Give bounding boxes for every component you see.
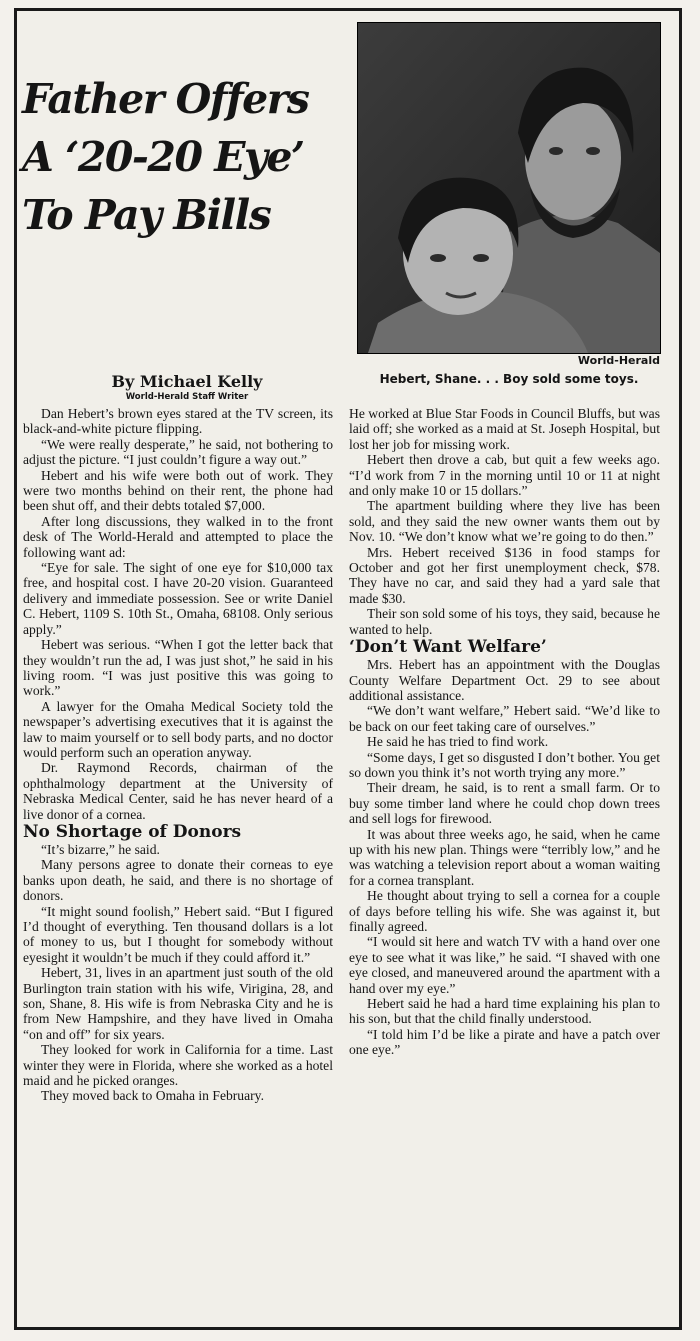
paragraph: Hebert said he had a hard time explaining his plan to his son, but that the child finally understood. — [349, 996, 660, 1027]
headline-line-1: Father Offers — [22, 75, 309, 123]
paragraph: Their son sold some of his toys, they said, because he wanted to help. — [349, 606, 660, 637]
paragraph: Their dream, he said, is to rent a small farm. Or to buy some timber land where he could chop down trees and sell logs for firewood. — [349, 780, 660, 827]
paragraph: Hebert then drove a cab, but quit a few weeks ago. “I’d work from 7 in the morning until 10 or 11 at night and only make 10 or 15 dollars.” — [349, 452, 660, 499]
paragraph: Many persons agree to donate their corneas to eye banks upon death, he said, and there is no shortage of donors. — [23, 857, 333, 904]
paragraph: Hebert and his wife were both out of work. They were two months behind on their rent, the phone had been shut off, and their debts totaled $7,000. — [23, 467, 333, 514]
paragraph: He thought about trying to sell a cornea for a couple of days before telling his wife. She was against it, but finally agreed. — [349, 888, 660, 934]
paragraph: They looked for work in California for a time. Last winter they were in Florida, where she worked as a hotel maid and he picked oranges. — [23, 1042, 333, 1089]
byline — [22, 372, 352, 402]
headline-line-2: A ‘20-20 Eye’ — [22, 133, 304, 181]
paragraph: They moved back to Omaha in February. — [41, 1088, 264, 1104]
paragraph: He worked at Blue Star Foods in Council Bluffs, but was laid off; she worked as a maid at St. Joseph Hospital, but lost her job for missing work. — [349, 406, 660, 452]
father-son-photo-image — [358, 23, 660, 353]
paragraph: “It might sound foolish,” Hebert said. “But I figured I’d thought of everything. Ten thousand dollars is a lot of money to us, but I thought for somebody without eyesight it wouldn’t be much if they could afford it.” — [23, 903, 333, 965]
paragraph: He said he has tried to find work. — [367, 734, 549, 750]
paragraph: After long discussions, they walked in to the front desk of The World-Herald and attempted to place the following want ad: — [23, 513, 333, 560]
paragraph: Mrs. Hebert received $136 in food stamps for October and got her first unemployment check, $78. They have no car, and said they had a yard sale that made $30. — [349, 544, 660, 606]
paragraph: Hebert was serious. “When I got the letter back that they wouldn’t run the ad, I was just shot,” he said in his living room. “I was just positive this was going to work.” — [23, 637, 333, 699]
paragraph: “We were really desperate,” he said, not bothering to adjust the picture. “I just couldn’t figure a way out.” — [23, 436, 333, 468]
paragraph: “It’s bizarre,” he said. — [41, 841, 160, 857]
headline-line-3: To Pay Bills — [22, 191, 271, 239]
paragraph: Dan Hebert’s brown eyes stared at the TV screen, its black-and-white picture flipping. — [23, 406, 333, 437]
paragraph: The apartment building where they live has been sold, and they said the new owner wants them out by Nov. 10. “We don’t know what we’re going to do then.” — [349, 498, 660, 545]
column-1 — [23, 406, 333, 1104]
paragraph: “Some days, I get so disgusted I don’t bother. You get so down you think it’s not worth trying any more.” — [349, 749, 660, 780]
paragraph: “We don’t want welfare,” Hebert said. “We’d like to be back on our feet taking care of ourselves.” — [349, 703, 660, 734]
headline — [22, 70, 352, 244]
paragraph: Dr. Raymond Records, chairman of the ophthalmology department at the University of Nebraska Medical Center, said he has never heard of a live donor of a cornea. — [23, 760, 333, 822]
paragraph: Mrs. Hebert has an appointment with the Douglas County Welfare Department Oct. 29 to see about additional assistance. — [349, 657, 660, 703]
subhead: ‘Don’t Want Welfare’ — [349, 637, 547, 658]
paragraph: “Eye for sale. The sight of one eye for $10,000 tax free, and hospital cost. I have 20-20 vision. Guaranteed delivery and immediate possession. See or write Daniel C. Hebert, 1109 S. 10th St., Omaha, 68108. Only serious apply.” — [23, 560, 333, 637]
paragraph: A lawyer for the Omaha Medical Society told the newspaper’s advertising executives that it is against the law to maim yourself or to sell body parts, and no doctor would perform such an operation anyway. — [23, 698, 333, 760]
paragraph: It was about three weeks ago, he said, when he came up with his new plan. Things were “terribly low,” and he was watching a television report about a woman waiting for a cornea transplant. — [349, 826, 660, 888]
column-2 — [349, 406, 660, 1058]
paragraph: “I would sit here and watch TV with a hand over one eye to see what it was like,” he said. “I shaved with one eye closed, and maneuvered around the apartment with a hand over my eye.” — [349, 934, 660, 996]
byline-role: World-Herald Staff Writer — [125, 392, 249, 402]
paragraph: “I told him I’d be like a pirate and have a patch over one eye.” — [349, 1026, 660, 1058]
news-photo — [357, 22, 661, 354]
paragraph: Hebert, 31, lives in an apartment just south of the old Burlington train station with his wife, Virigina, 28, and son, Shane, 8. His wife is from Nebraska City and he is from New Hampshire, and they have lived in Omaha “on and off” for six years. — [23, 965, 333, 1042]
byline-name: By Michael Kelly — [111, 372, 263, 391]
photo-caption: Hebert, Shane. . . Boy sold some toys. — [379, 372, 639, 386]
subhead: No Shortage of Donors — [23, 821, 242, 842]
photo-credit: World-Herald — [577, 354, 660, 367]
